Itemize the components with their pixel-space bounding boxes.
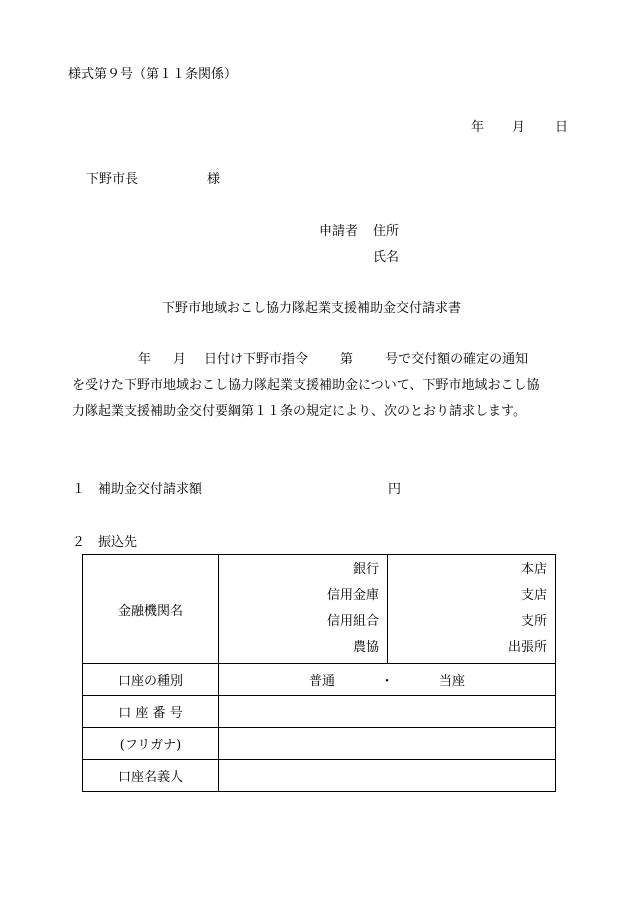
item1-unit: 円 [388,482,402,497]
body-dai: 第 [340,352,354,367]
institution-row [83,555,556,664]
institution-type-shinkin: 信用金庫 [326,588,379,603]
item2-number: ２ [72,535,86,550]
item1-number: １ [72,482,86,497]
body-line-3: 力隊起業支援補助金交付要綱第１１条の規定により、次のとおり請求します。 [72,404,526,419]
account-type-row [83,664,556,696]
institution-type-bank: 銀行 [352,562,379,577]
item1-label: 補助金交付請求額 [98,482,203,497]
applicant-name-label: 氏名 [373,250,400,265]
form-number: 様式第９号（第１１条関係） [68,67,238,82]
body-year: 年 [138,352,152,367]
body-month: 月 [173,352,187,367]
account-number-label: 口 座 番 号 [83,696,219,728]
account-type-cell[interactable] [219,664,556,696]
institution-name-cell[interactable] [219,555,388,664]
institution-type-nokyo: 農協 [352,640,379,655]
furigana-field[interactable] [219,728,556,760]
account-holder-field[interactable] [219,760,556,792]
institution-label: 金融機関名 [83,555,219,664]
branch-type-office: 出張所 [507,640,547,655]
furigana-label: (フリガナ) [83,728,219,760]
item2-label: 振込先 [98,535,138,550]
branch-type-head: 本店 [520,562,547,577]
body-paragraph [72,352,558,430]
account-type-label: 口座の種別 [83,664,219,696]
bank-transfer-table [82,554,556,792]
account-number-field[interactable] [219,696,556,728]
institution-type-kumiai: 信用組合 [326,614,379,629]
addressee-name: 下野市長 [86,172,139,187]
account-type-ordinary[interactable]: 普通 [308,674,335,689]
furigana-row [83,728,556,760]
body-dated: 日付け下野市指令 [204,352,309,367]
branch-type-sub: 支所 [520,614,547,629]
branch-type-branch: 支店 [520,588,547,603]
applicant-label: 申請者 [319,224,359,239]
addressee-honorific: 様 [207,172,221,187]
account-type-separator: ・ [380,674,394,689]
body-line-1 [72,352,558,378]
date-month-label: 月 [512,120,526,135]
branch-name-cell[interactable] [388,555,556,664]
account-holder-label: 口座名義人 [83,760,219,792]
body-rest: 号で交付額の確定の通知 [385,352,529,367]
account-type-current[interactable]: 当座 [438,674,465,689]
account-holder-row [83,760,556,792]
document-title: 下野市地域おこし協力隊起業支援補助金交付請求書 [162,301,462,316]
date-year-label: 年 [471,120,485,135]
body-line-2: を受けた下野市地域おこし協力隊起業支援補助金について、下野市地域おこし協 [72,378,540,393]
applicant-address-label: 住所 [373,224,400,239]
date-day-label: 日 [555,120,569,135]
account-number-row [83,696,556,728]
